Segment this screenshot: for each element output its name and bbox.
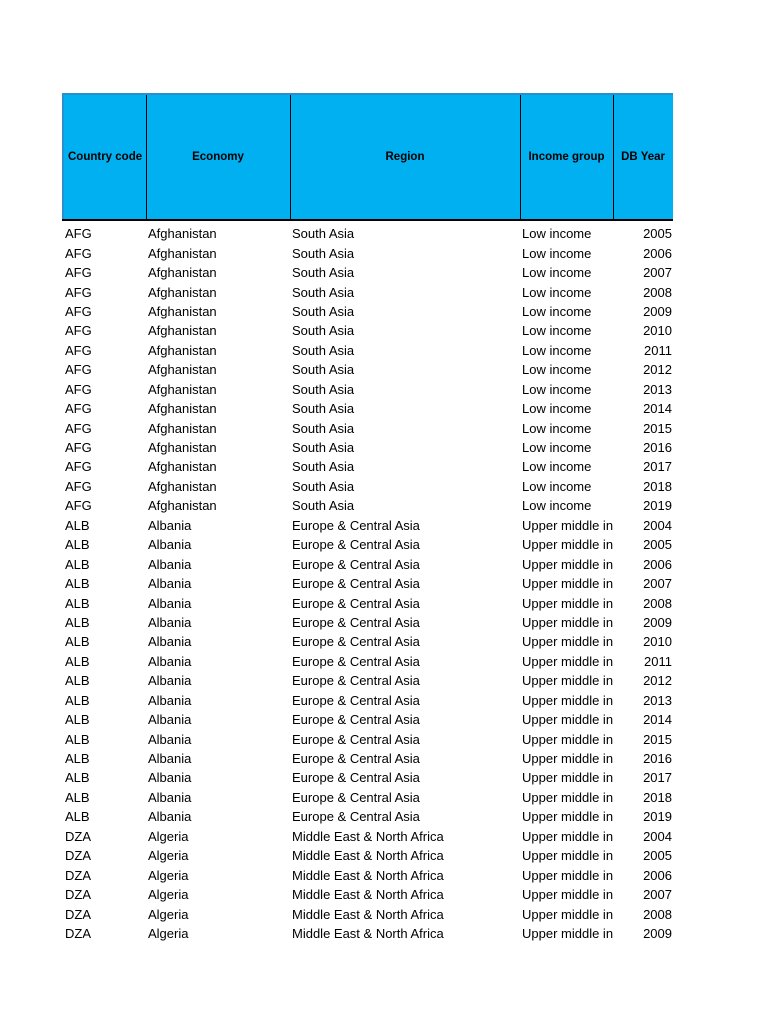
cell-db-year: 2008 xyxy=(643,906,672,922)
cell-income-group: Upper middle in xyxy=(522,867,613,883)
cell-income-group: Upper middle in xyxy=(522,653,613,669)
cell-country-code: ALB xyxy=(65,770,90,786)
cell-economy: Afghanistan xyxy=(148,265,217,281)
cell-income-group: Upper middle in xyxy=(522,925,613,941)
cell-region: Europe & Central Asia xyxy=(292,809,420,825)
cell-region: Europe & Central Asia xyxy=(292,517,420,533)
cell-income-group: Upper middle in xyxy=(522,692,613,708)
cell-country-code: AFG xyxy=(65,381,92,397)
table-header xyxy=(63,94,673,220)
cell-region: Europe & Central Asia xyxy=(292,537,420,553)
cell-country-code: AFG xyxy=(65,440,92,456)
cell-economy: Albania xyxy=(148,692,192,708)
cell-economy: Algeria xyxy=(148,925,189,941)
cell-db-year: 2005 xyxy=(643,537,672,553)
table-row xyxy=(63,924,673,943)
cell-income-group: Low income xyxy=(522,245,592,261)
table-row xyxy=(63,263,673,282)
table-row xyxy=(63,885,673,904)
cell-db-year: 2008 xyxy=(643,595,672,611)
table-row xyxy=(63,399,673,418)
cell-income-group: Upper middle in xyxy=(522,770,613,786)
cell-country-code: AFG xyxy=(65,459,92,475)
table-row xyxy=(63,827,673,846)
table-row xyxy=(63,652,673,671)
cell-region: South Asia xyxy=(292,478,355,494)
cell-income-group: Upper middle in xyxy=(522,848,613,864)
header-db-year: DB Year xyxy=(613,94,673,220)
cell-country-code: ALB xyxy=(65,692,90,708)
cell-region: Europe & Central Asia xyxy=(292,673,420,689)
cell-country-code: DZA xyxy=(65,925,91,941)
cell-income-group: Upper middle in xyxy=(522,751,613,767)
table-row xyxy=(63,807,673,826)
cell-region: South Asia xyxy=(292,284,355,300)
table-row xyxy=(63,846,673,865)
cell-region: Middle East & North Africa xyxy=(292,925,444,941)
table-row xyxy=(63,496,673,515)
cell-country-code: AFG xyxy=(65,478,92,494)
cell-country-code: AFG xyxy=(65,265,92,281)
table-row xyxy=(63,477,673,496)
cell-economy: Algeria xyxy=(148,848,189,864)
cell-economy: Afghanistan xyxy=(148,362,217,378)
cell-economy: Albania xyxy=(148,614,192,630)
cell-region: South Asia xyxy=(292,459,355,475)
cell-region: Middle East & North Africa xyxy=(292,906,444,922)
cell-region: Europe & Central Asia xyxy=(292,595,420,611)
cell-economy: Albania xyxy=(148,731,192,747)
cell-country-code: AFG xyxy=(65,245,92,261)
data-table xyxy=(62,93,673,943)
cell-country-code: AFG xyxy=(65,323,92,339)
cell-income-group: Upper middle in xyxy=(522,614,613,630)
cell-economy: Afghanistan xyxy=(148,420,217,436)
cell-income-group: Low income xyxy=(522,401,592,417)
table-row xyxy=(63,380,673,399)
cell-economy: Algeria xyxy=(148,887,189,903)
cell-db-year: 2010 xyxy=(643,634,672,650)
cell-income-group: Low income xyxy=(522,440,592,456)
table-row xyxy=(63,729,673,748)
cell-region: Europe & Central Asia xyxy=(292,712,420,728)
table-body xyxy=(63,220,673,943)
table-row xyxy=(63,632,673,651)
table-row xyxy=(63,613,673,632)
cell-income-group: Upper middle in xyxy=(522,828,613,844)
cell-db-year: 2009 xyxy=(643,925,672,941)
cell-income-group: Upper middle in xyxy=(522,576,613,592)
cell-income-group: Low income xyxy=(522,459,592,475)
table-row xyxy=(63,768,673,787)
cell-country-code: ALB xyxy=(65,537,90,553)
table-row xyxy=(63,671,673,690)
cell-db-year: 2011 xyxy=(644,653,672,669)
cell-income-group: Upper middle in xyxy=(522,809,613,825)
cell-region: South Asia xyxy=(292,265,355,281)
cell-db-year: 2004 xyxy=(643,517,672,533)
cell-income-group: Upper middle in xyxy=(522,556,613,572)
cell-income-group: Upper middle in xyxy=(522,537,613,553)
cell-economy: Afghanistan xyxy=(148,303,217,319)
cell-db-year: 2005 xyxy=(643,226,672,242)
cell-db-year: 2006 xyxy=(643,556,672,572)
cell-income-group: Upper middle in xyxy=(522,634,613,650)
cell-country-code: AFG xyxy=(65,342,92,358)
cell-economy: Afghanistan xyxy=(148,459,217,475)
cell-economy: Albania xyxy=(148,576,192,592)
cell-region: South Asia xyxy=(292,401,355,417)
cell-income-group: Upper middle in xyxy=(522,673,613,689)
cell-region: Europe & Central Asia xyxy=(292,556,420,572)
cell-country-code: AFG xyxy=(65,420,92,436)
cell-economy: Afghanistan xyxy=(148,342,217,358)
cell-income-group: Low income xyxy=(522,498,592,514)
cell-region: Europe & Central Asia xyxy=(292,692,420,708)
cell-db-year: 2005 xyxy=(643,848,672,864)
cell-region: South Asia xyxy=(292,245,355,261)
cell-db-year: 2009 xyxy=(643,614,672,630)
cell-region: South Asia xyxy=(292,498,355,514)
table-row xyxy=(63,535,673,554)
cell-economy: Afghanistan xyxy=(148,478,217,494)
cell-db-year: 2016 xyxy=(643,440,672,456)
cell-country-code: DZA xyxy=(65,848,91,864)
cell-country-code: ALB xyxy=(65,712,90,728)
cell-region: South Asia xyxy=(292,420,355,436)
cell-region: Europe & Central Asia xyxy=(292,634,420,650)
cell-region: South Asia xyxy=(292,440,355,456)
cell-country-code: AFG xyxy=(65,226,92,242)
cell-economy: Albania xyxy=(148,595,192,611)
table-row xyxy=(63,243,673,262)
table-row xyxy=(63,282,673,301)
cell-income-group: Upper middle in xyxy=(522,789,613,805)
cell-economy: Albania xyxy=(148,770,192,786)
cell-db-year: 2014 xyxy=(643,712,672,728)
cell-db-year: 2011 xyxy=(644,342,672,358)
table-row xyxy=(63,691,673,710)
header-region: Region xyxy=(290,94,520,220)
cell-db-year: 2013 xyxy=(643,381,672,397)
cell-economy: Algeria xyxy=(148,906,189,922)
cell-income-group: Low income xyxy=(522,323,592,339)
cell-income-group: Low income xyxy=(522,265,592,281)
table-row xyxy=(63,438,673,457)
cell-income-group: Low income xyxy=(522,420,592,436)
table-row xyxy=(63,516,673,535)
table-row xyxy=(63,788,673,807)
cell-db-year: 2017 xyxy=(643,770,672,786)
cell-country-code: ALB xyxy=(65,809,90,825)
cell-region: Europe & Central Asia xyxy=(292,576,420,592)
cell-income-group: Low income xyxy=(522,362,592,378)
cell-economy: Albania xyxy=(148,653,192,669)
cell-db-year: 2012 xyxy=(643,673,672,689)
cell-economy: Afghanistan xyxy=(148,498,217,514)
table-row xyxy=(63,321,673,340)
cell-economy: Albania xyxy=(148,537,192,553)
cell-country-code: DZA xyxy=(65,867,91,883)
cell-db-year: 2009 xyxy=(643,303,672,319)
cell-country-code: ALB xyxy=(65,517,90,533)
cell-income-group: Low income xyxy=(522,303,592,319)
cell-region: South Asia xyxy=(292,342,355,358)
cell-region: Europe & Central Asia xyxy=(292,789,420,805)
cell-region: Europe & Central Asia xyxy=(292,614,420,630)
header-row xyxy=(63,94,673,220)
cell-country-code: AFG xyxy=(65,401,92,417)
cell-db-year: 2015 xyxy=(643,420,672,436)
cell-db-year: 2014 xyxy=(643,401,672,417)
cell-income-group: Upper middle in xyxy=(522,517,613,533)
cell-economy: Afghanistan xyxy=(148,381,217,397)
cell-economy: Afghanistan xyxy=(148,245,217,261)
cell-country-code: ALB xyxy=(65,789,90,805)
cell-country-code: ALB xyxy=(65,731,90,747)
cell-country-code: ALB xyxy=(65,614,90,630)
cell-economy: Albania xyxy=(148,556,192,572)
cell-country-code: DZA xyxy=(65,828,91,844)
cell-country-code: ALB xyxy=(65,556,90,572)
cell-economy: Albania xyxy=(148,634,192,650)
cell-income-group: Upper middle in xyxy=(522,712,613,728)
cell-country-code: ALB xyxy=(65,751,90,767)
table-row xyxy=(63,593,673,612)
cell-db-year: 2018 xyxy=(643,789,672,805)
cell-country-code: AFG xyxy=(65,303,92,319)
cell-country-code: ALB xyxy=(65,653,90,669)
cell-region: Middle East & North Africa xyxy=(292,867,444,883)
cell-region: Middle East & North Africa xyxy=(292,828,444,844)
table-row xyxy=(63,710,673,729)
cell-economy: Afghanistan xyxy=(148,226,217,242)
cell-country-code: DZA xyxy=(65,887,91,903)
cell-economy: Afghanistan xyxy=(148,440,217,456)
table-row xyxy=(63,865,673,884)
table-row xyxy=(63,220,673,243)
cell-country-code: AFG xyxy=(65,284,92,300)
cell-economy: Afghanistan xyxy=(148,401,217,417)
cell-region: Europe & Central Asia xyxy=(292,731,420,747)
cell-db-year: 2010 xyxy=(643,323,672,339)
cell-db-year: 2007 xyxy=(643,265,672,281)
cell-db-year: 2007 xyxy=(643,576,672,592)
cell-country-code: ALB xyxy=(65,595,90,611)
cell-country-code: ALB xyxy=(65,673,90,689)
cell-db-year: 2008 xyxy=(643,284,672,300)
table-row xyxy=(63,302,673,321)
header-income-group: Income group xyxy=(520,94,613,220)
cell-region: Europe & Central Asia xyxy=(292,751,420,767)
table-row xyxy=(63,904,673,923)
cell-region: South Asia xyxy=(292,362,355,378)
cell-income-group: Upper middle in xyxy=(522,731,613,747)
cell-economy: Albania xyxy=(148,789,192,805)
cell-db-year: 2019 xyxy=(643,498,672,514)
table-row xyxy=(63,360,673,379)
cell-economy: Afghanistan xyxy=(148,284,217,300)
cell-income-group: Upper middle in xyxy=(522,595,613,611)
cell-db-year: 2006 xyxy=(643,245,672,261)
cell-region: Europe & Central Asia xyxy=(292,653,420,669)
cell-country-code: AFG xyxy=(65,498,92,514)
cell-db-year: 2004 xyxy=(643,828,672,844)
cell-economy: Albania xyxy=(148,751,192,767)
cell-country-code: ALB xyxy=(65,576,90,592)
header-economy: Economy xyxy=(146,94,290,220)
cell-db-year: 2015 xyxy=(643,731,672,747)
cell-region: South Asia xyxy=(292,226,355,242)
cell-income-group: Upper middle in xyxy=(522,906,613,922)
cell-db-year: 2013 xyxy=(643,692,672,708)
cell-country-code: AFG xyxy=(65,362,92,378)
cell-income-group: Low income xyxy=(522,226,592,242)
table-row xyxy=(63,457,673,476)
cell-economy: Albania xyxy=(148,809,192,825)
cell-region: South Asia xyxy=(292,323,355,339)
cell-income-group: Upper middle in xyxy=(522,887,613,903)
cell-db-year: 2018 xyxy=(643,478,672,494)
cell-db-year: 2017 xyxy=(643,459,672,475)
cell-country-code: ALB xyxy=(65,634,90,650)
cell-db-year: 2019 xyxy=(643,809,672,825)
cell-economy: Albania xyxy=(148,712,192,728)
cell-db-year: 2007 xyxy=(643,887,672,903)
cell-income-group: Low income xyxy=(522,478,592,494)
table-row xyxy=(63,574,673,593)
cell-region: Middle East & North Africa xyxy=(292,887,444,903)
cell-income-group: Low income xyxy=(522,284,592,300)
cell-db-year: 2012 xyxy=(643,362,672,378)
cell-income-group: Low income xyxy=(522,381,592,397)
cell-income-group: Low income xyxy=(522,342,592,358)
cell-economy: Algeria xyxy=(148,828,189,844)
cell-db-year: 2006 xyxy=(643,867,672,883)
table-row xyxy=(63,554,673,573)
cell-region: Middle East & North Africa xyxy=(292,848,444,864)
cell-economy: Albania xyxy=(148,517,192,533)
table-row xyxy=(63,341,673,360)
cell-region: South Asia xyxy=(292,303,355,319)
table-row xyxy=(63,749,673,768)
table-row xyxy=(63,418,673,437)
cell-economy: Afghanistan xyxy=(148,323,217,339)
cell-country-code: DZA xyxy=(65,906,91,922)
cell-economy: Albania xyxy=(148,673,192,689)
cell-region: South Asia xyxy=(292,381,355,397)
header-country-code: Country code xyxy=(63,94,146,220)
cell-economy: Algeria xyxy=(148,867,189,883)
cell-db-year: 2016 xyxy=(643,751,672,767)
cell-region: Europe & Central Asia xyxy=(292,770,420,786)
